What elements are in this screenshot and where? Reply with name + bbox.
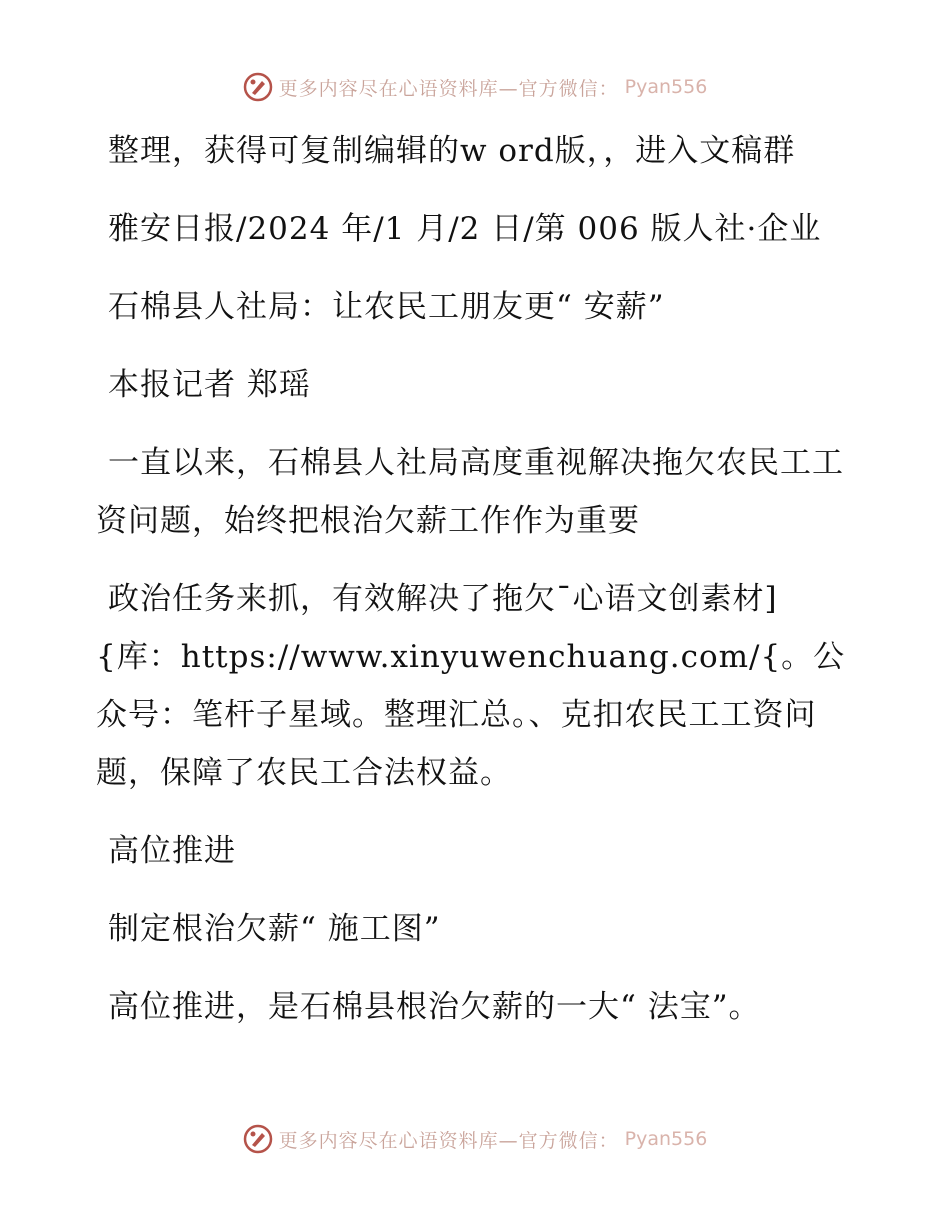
pen-nib-logo-icon (243, 72, 273, 102)
paragraph-body-3: 高位推进，是石棉县根治欠薪的一大“ 法宝”。 (108, 989, 761, 1025)
pen-nib-logo-icon (243, 1124, 273, 1154)
article-byline: 本报记者 郑瑶 (108, 367, 311, 403)
paragraph-source: 雅安日报/2024 年/1 月/2 日/第 006 版人社·企业 (108, 211, 822, 247)
watermark-wechat-id: Pyan556 (624, 1128, 708, 1150)
document-body (96, 122, 856, 1056)
paragraph-body-1: 一直以来，石棉县人社局高度重视解决拖欠农民工工资问题，始终把根治欠薪工作作为重要 (96, 445, 844, 539)
header-watermark (0, 72, 950, 102)
footer-watermark (0, 1124, 950, 1154)
section-subheading: 制定根治欠薪“ 施工图” (108, 911, 441, 947)
watermark-text: 更多内容尽在心语资料库—官方微信： (278, 1129, 619, 1152)
paragraph-body-2: 政治任务来抓，有效解决了拖欠¯心语文创素材]{库：https://www.xinyuwenchuang.com/{。公众号：笔杆子星域。整理汇总。、克扣农民工工资问题，保障了农民工合法权益。 (96, 581, 846, 791)
section-heading: 高位推进 (108, 833, 236, 869)
watermark-wechat-id: Pyan556 (624, 76, 708, 98)
watermark-text: 更多内容尽在心语资料库—官方微信： (278, 77, 619, 100)
article-title: 石棉县人社局：让农民工朋友更“ 安薪” (108, 289, 665, 325)
paragraph-intro: 整理，获得可复制编辑的w ord版，，进入文稿群 (108, 133, 796, 169)
